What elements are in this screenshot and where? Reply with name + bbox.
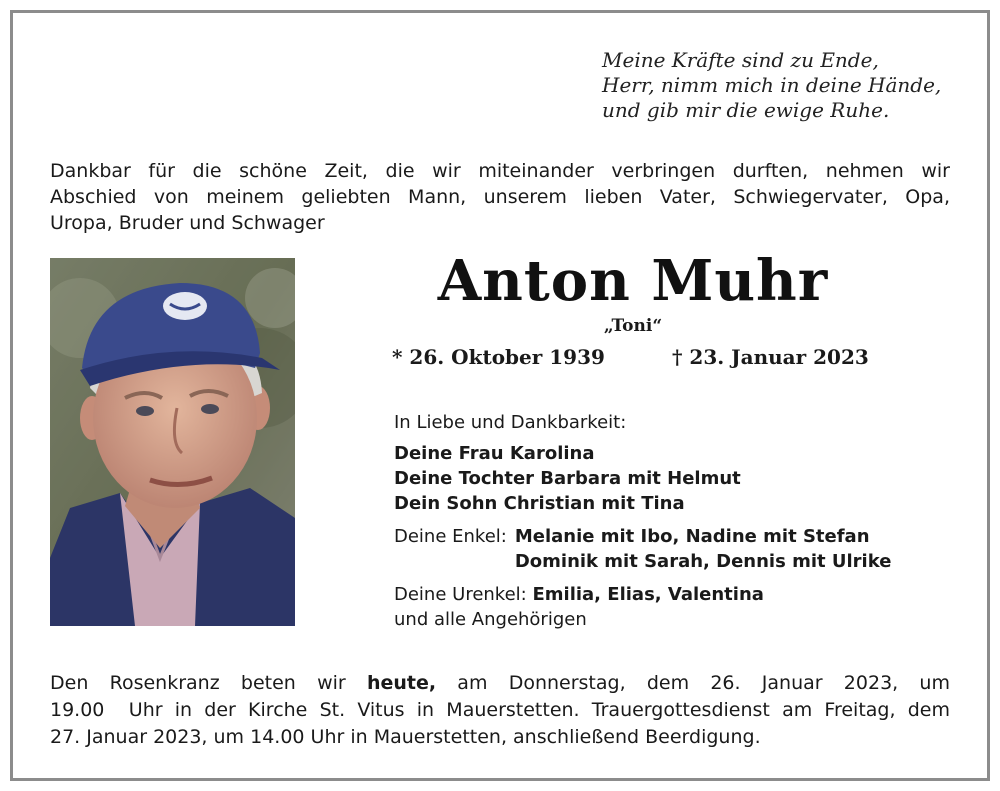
service-line: 19.00 Uhr in der Kirche St. Vitus in Mauerstetten. Trauergottesdienst am Freitag, dem [50,699,950,721]
service-info [50,670,950,751]
intro-line: Uropa, Bruder und Schwager [50,212,325,234]
intro-line: Dankbar für die schöne Zeit, die wir miteinander verbringen durften, nehmen wir [50,160,950,182]
deceased-nickname: „Toni“ [603,316,663,336]
verse [602,48,941,123]
family-member: Dein Sohn Christian mit Tina [394,493,685,514]
service-line-part: am Donnerstag, dem 26. Januar 2023, um [436,672,950,694]
family-member: Deine Tochter Barbara mit Helmut [394,468,741,489]
portrait-photo [50,258,295,626]
great-grandchildren-block [394,582,764,607]
grandchildren-line: Melanie mit Ibo, Nadine mit Stefan [514,526,870,547]
service-line: 27. Januar 2023, um 14.00 Uhr in Mauerstetten, anschließend Beerdigung. [50,726,761,748]
grandchildren-line: Dominik mit Sarah, Dennis mit Ulrike [514,551,892,572]
mourners-heading: In Liebe und Dankbarkeit: [394,412,627,433]
service-line-part: Den Rosenkranz beten wir [50,672,367,694]
grandchildren-block [394,524,891,574]
verse-line: Meine Kräfte sind zu Ende, [602,48,879,72]
grandchildren-label: Deine Enkel: [394,526,507,547]
service-line [50,670,950,697]
intro-text [50,158,950,236]
birth-date: * 26. Oktober 1939 [392,345,605,369]
great-grandchildren-label: Deine Urenkel: [394,584,527,605]
great-grandchildren-names: Emilia, Elias, Valentina [532,584,764,605]
family-list [394,441,741,516]
verse-line: Herr, nimm mich in deine Hände, [602,73,942,97]
intro-line: Abschied von meinem geliebten Mann, unserem lieben Vater, Schwiegervater, Opa, [50,186,950,208]
deceased-name: Anton Muhr [437,248,829,314]
death-date: † 23. Januar 2023 [672,345,869,369]
mourners-closing: und alle Angehörigen [394,609,587,630]
verse-line: und gib mir die ewige Ruhe. [602,98,890,122]
family-member: Deine Frau Karolina [394,443,595,464]
service-highlight: heute, [366,672,437,694]
